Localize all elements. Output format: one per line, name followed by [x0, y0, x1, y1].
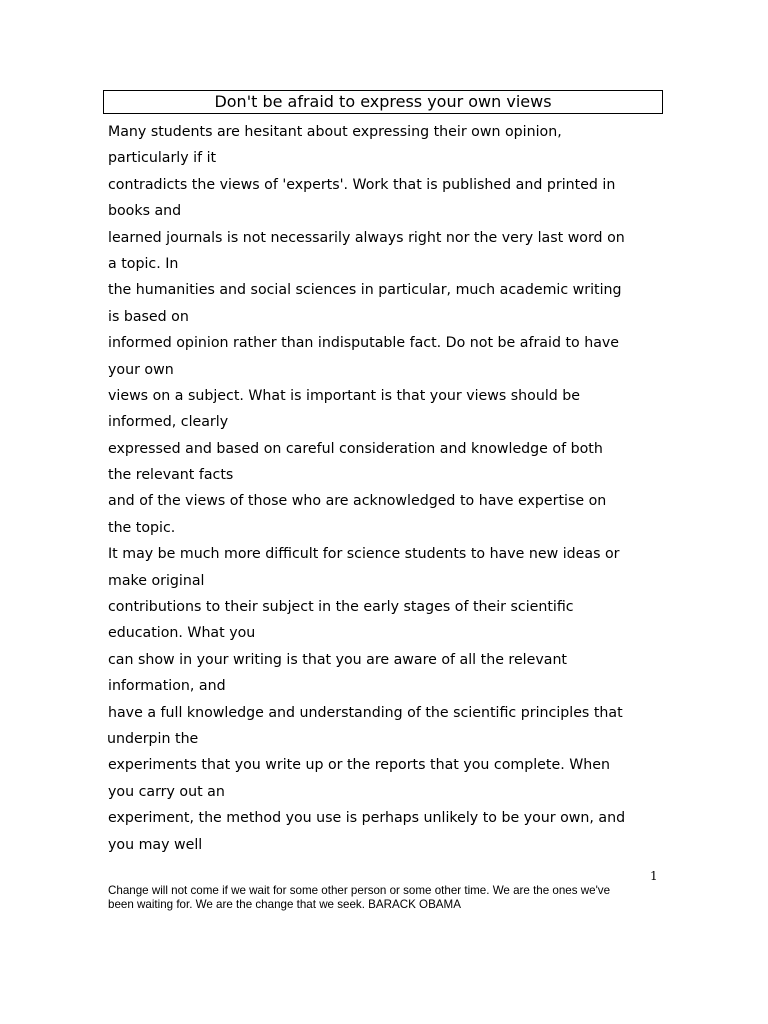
text-line: have a full knowledge and understanding of the scientific principles that: [108, 704, 623, 721]
page-number: 1: [650, 869, 658, 883]
text-line: informed, clearly: [108, 414, 229, 431]
text-line: expressed and based on careful consideration and knowledge of both: [108, 440, 603, 457]
text-line: Many students are hesitant about expressing their own opinion,: [108, 124, 562, 140]
text-line: is based on: [108, 308, 189, 325]
text-line: views on a subject. What is important is that your views should be: [108, 387, 581, 404]
text-line: the relevant facts: [108, 467, 234, 484]
text-line: the topic.: [108, 519, 176, 536]
text-line: informed opinion rather than indisputable fact. Do not be afraid to have: [108, 335, 620, 352]
text-line: particularly if it: [108, 150, 217, 167]
text-line: experiments that you write up or the reports that you complete. When: [108, 757, 610, 774]
text-line: can show in your writing is that you are aware of all the relevant: [108, 651, 567, 668]
text-line: contradicts the views of 'experts'. Work that is published and printed in: [108, 176, 616, 193]
footer-quote-line: Change will not come if we wait for some other person or some other time. We are the ones we've: [108, 884, 611, 897]
footer-quote-line: been waiting for. We are the change that we seek. BARACK OBAMA: [108, 897, 461, 911]
text-line: learned journals is not necessarily always right nor the very last word on: [108, 229, 625, 246]
text-line: and of the views of those who are acknowledged to have expertise on: [108, 493, 607, 510]
text-line: information, and: [108, 678, 226, 695]
text-line: experiment, the method you use is perhaps unlikely to be your own, and: [108, 810, 626, 827]
footer-quote: [108, 884, 668, 911]
text-line: contributions to their subject in the early stages of their scientific: [108, 599, 574, 616]
page-title: Don't be afraid to express your own views: [103, 90, 663, 114]
text-line: education. What you: [108, 625, 256, 642]
text-line: It may be much more difficult for science students to have new ideas or: [108, 546, 620, 563]
text-line: your own: [108, 361, 174, 378]
text-line: underpin the: [107, 730, 199, 747]
text-line: books and: [108, 203, 182, 220]
text-line: you carry out an: [108, 783, 225, 800]
text-line: a topic. In: [108, 255, 179, 272]
text-line: make original: [108, 572, 205, 589]
text-line: the humanities and social sciences in particular, much academic writing: [108, 282, 622, 299]
body-text: [108, 119, 668, 858]
text-line: you may well: [108, 836, 203, 853]
